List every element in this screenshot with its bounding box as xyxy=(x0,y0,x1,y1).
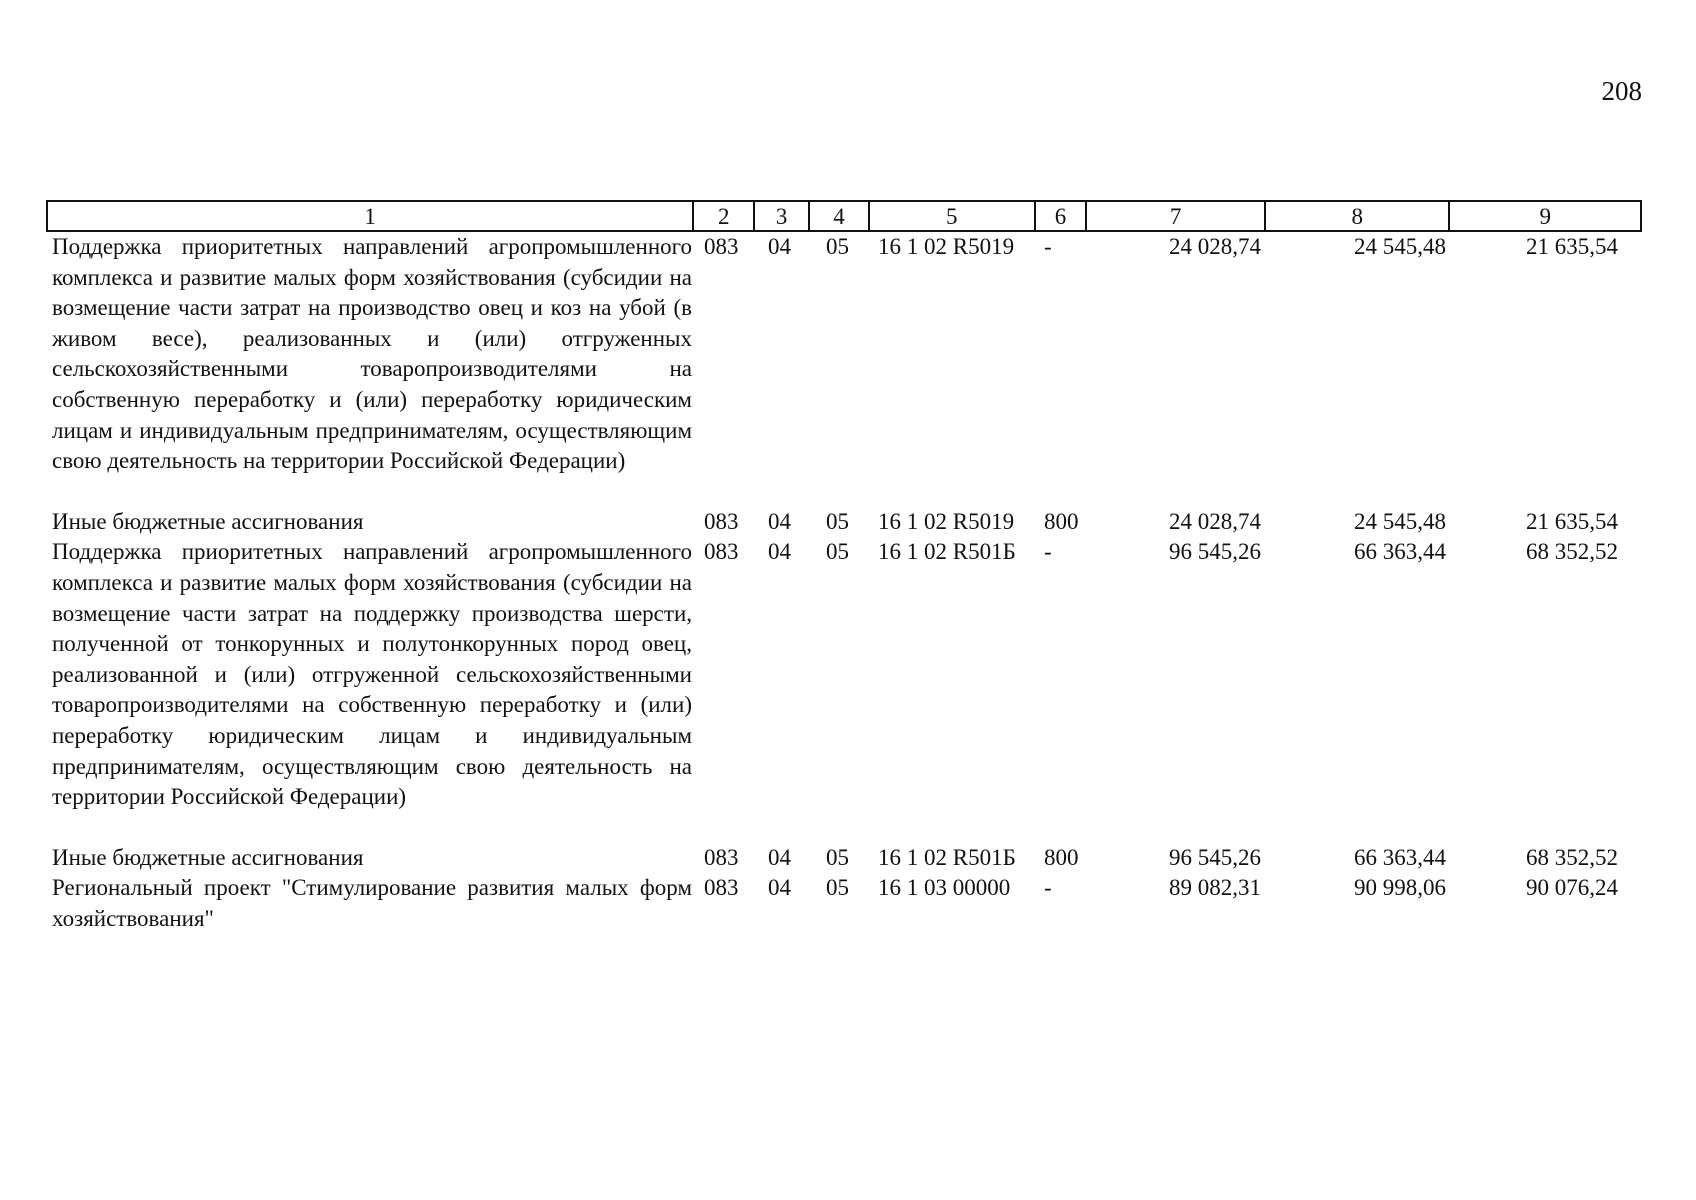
row-amount-col8: 24 545,48 xyxy=(1354,508,1446,534)
header-col-6: 6 xyxy=(1036,202,1088,230)
row-section-code: 04 xyxy=(768,508,791,534)
row-expense-type: - xyxy=(1044,234,1052,259)
row-target-article: 16 1 02 R5019 xyxy=(878,234,1015,259)
row-amount-col8: 66 363,44 xyxy=(1354,539,1446,565)
row-amount-col7: 24 028,74 xyxy=(1169,508,1261,534)
row-amount-col9: 21 635,54 xyxy=(1526,508,1618,534)
table-row xyxy=(46,873,1642,934)
row-section-code: 04 xyxy=(768,875,791,901)
row-amount-col7: 24 028,74 xyxy=(1169,234,1261,259)
row-ministry-code: 083 xyxy=(704,875,739,901)
table-row xyxy=(46,843,1642,874)
table-row xyxy=(46,507,1642,538)
row-description: Поддержка приоритетных направлений агропромышленного комплекса и развитие малых форм хозяйствования (субсидии на возмещение части затрат на поддержку производства шерсти, полученной от тонкорунных и полутонкорунных пород овец, реализованной и (или) отгруженной сельскохозяйственными товаропроизводителями на собственную переработку и (или) переработку юридическим лицам и индивидуальным предпринимателям, осуществляющим свою деятельность на территории Российской Федерации) xyxy=(52,539,692,810)
row-description: Региональный проект "Стимулирование развития малых форм хозяйствования" xyxy=(52,875,692,931)
header-col-3: 3 xyxy=(755,202,810,230)
row-section-code: 04 xyxy=(768,539,791,565)
row-section-code: 04 xyxy=(768,234,791,259)
header-col-4: 4 xyxy=(810,202,870,230)
table-body xyxy=(46,232,1642,934)
row-amount-col9: 21 635,54 xyxy=(1526,234,1618,259)
row-subsection-code: 05 xyxy=(826,234,849,259)
row-expense-type: - xyxy=(1044,875,1052,901)
row-target-article: 16 1 02 R5019 xyxy=(878,508,1015,534)
row-target-article: 16 1 02 R501Б xyxy=(878,844,1016,870)
row-subsection-code: 05 xyxy=(826,539,849,565)
row-amount-col9: 90 076,24 xyxy=(1526,875,1618,901)
header-col-8: 8 xyxy=(1266,202,1451,230)
row-ministry-code: 083 xyxy=(704,508,739,534)
row-amount-col8: 24 545,48 xyxy=(1354,234,1446,259)
row-amount-col8: 90 998,06 xyxy=(1354,875,1446,901)
row-subsection-code: 05 xyxy=(826,844,849,870)
row-description: Иные бюджетные ассигнования xyxy=(52,844,364,870)
row-amount-col7: 96 545,26 xyxy=(1169,539,1261,565)
header-col-5: 5 xyxy=(870,202,1036,230)
header-col-9: 9 xyxy=(1539,204,1551,229)
row-section-code: 04 xyxy=(768,844,791,870)
header-col-7: 7 xyxy=(1087,202,1266,230)
row-amount-col8: 66 363,44 xyxy=(1354,844,1446,870)
header-col-1: 1 xyxy=(48,202,694,230)
row-expense-type: 800 xyxy=(1044,844,1079,870)
header-col-2: 2 xyxy=(694,202,755,230)
table-header xyxy=(46,200,1642,232)
row-ministry-code: 083 xyxy=(704,234,739,259)
row-subsection-code: 05 xyxy=(826,875,849,901)
table-row xyxy=(46,537,1642,812)
row-target-article: 16 1 02 R501Б xyxy=(878,539,1016,565)
page-number: 208 xyxy=(1601,76,1642,106)
row-amount-col9: 68 352,52 xyxy=(1526,844,1618,870)
row-amount-col7: 89 082,31 xyxy=(1169,875,1261,901)
table-row xyxy=(46,232,1642,477)
row-expense-type: 800 xyxy=(1044,508,1079,534)
row-description: Иные бюджетные ассигнования xyxy=(52,508,364,534)
row-description: Поддержка приоритетных направлений агропромышленного комплекса и развитие малых форм хозяйствования (субсидии на возмещение части затрат на производство овец и коз на убой (в живом весе), реализованных и (или) отгруженных сельскохозяйственными товаропроизводителями на собственную переработку и (или) переработку юридическим лицам и индивидуальным предпринимателям, осуществляющим свою деятельность на территории Российской Федерации) xyxy=(52,234,692,474)
row-target-article: 16 1 03 00000 xyxy=(878,875,1011,901)
row-amount-col9: 68 352,52 xyxy=(1526,539,1618,565)
row-amount-col7: 96 545,26 xyxy=(1169,844,1261,870)
row-expense-type: - xyxy=(1044,539,1052,565)
row-ministry-code: 083 xyxy=(704,844,739,870)
row-subsection-code: 05 xyxy=(826,508,849,534)
row-ministry-code: 083 xyxy=(704,539,739,565)
